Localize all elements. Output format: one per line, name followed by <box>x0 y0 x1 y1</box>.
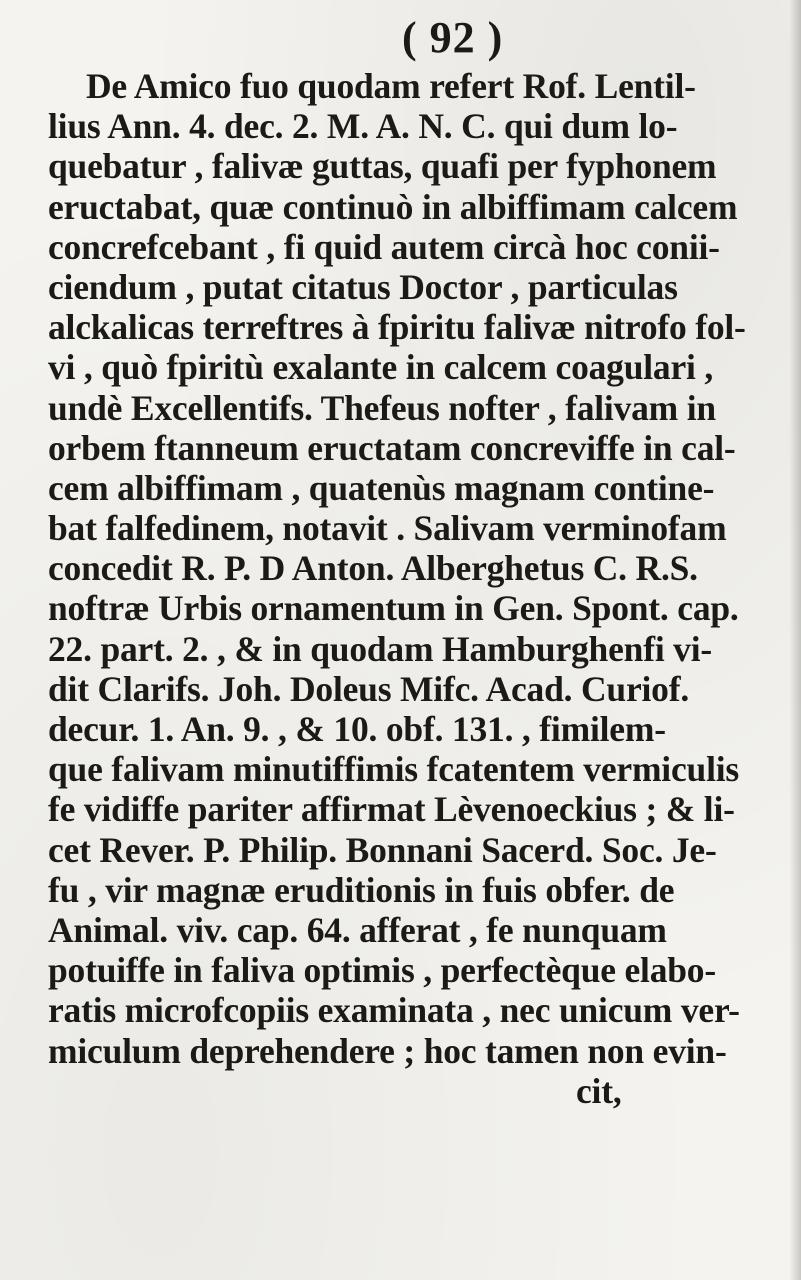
text-line: miculum deprehendere ; hoc tamen non evin- <box>48 1030 727 1071</box>
text-line: fe vidiffe pariter affirmat Lèvenoeckius ; & li- <box>48 789 735 830</box>
text-line: alckalicas terreftres à fpiritu falivæ nitrofo fol- <box>48 307 746 348</box>
text-line: cem albiffimam , quatenùs magnam contine- <box>48 467 715 508</box>
text-line: 22. part. 2. , & in quodam Hamburghenfi vi- <box>48 628 712 669</box>
text-line: ratis microfcopiis examinata , nec unicum ver- <box>48 990 740 1031</box>
text-line: decur. 1. An. 9. , & 10. obf. 131. , fimilem- <box>48 709 666 749</box>
text-line: noftræ Urbis ornamentum in Gen. Spont. cap. <box>48 588 739 629</box>
text-line: fu , vir magnæ eruditionis in fuis obfer. de <box>48 869 675 910</box>
text-line: eructabat, quæ continuò in albiffimam calcem <box>48 186 738 227</box>
text-line: que falivam minutiffimis fcatentem vermiculis <box>48 749 740 790</box>
text-line: ciendum , putat citatus Doctor , particulas <box>48 266 678 307</box>
body-text <box>48 66 768 1111</box>
text-line: cet Rever. P. Philip. Bonnani Sacerd. Soc. Je- <box>48 829 717 870</box>
text-line: bat falfedinem, notavit . Salivam verminofam <box>48 508 727 549</box>
text-line: potuiffe in faliva optimis , perfectèque elabo- <box>48 950 716 991</box>
page-number: ( 92 ) <box>402 13 504 62</box>
text-line: cit, <box>576 1070 622 1111</box>
page-edge-shadow <box>789 0 801 1280</box>
text-line: concedit R. P. D Anton. Alberghetus C. R.S. <box>48 548 698 589</box>
text-line: quebatur , falivæ guttas, quafi per fyphonem <box>48 146 717 187</box>
text-line: concrefcebant , fi quid autem circà hoc conii- <box>48 226 720 267</box>
text-line: De Amico fuo quodam refert Rof. Lentil- <box>86 66 696 106</box>
text-line: lius Ann. 4. dec. 2. M. A. N. C. qui dum lo- <box>48 106 678 147</box>
text-line: vi , quò fpiritù exalante in calcem coagulari , <box>48 347 714 388</box>
text-line: Animal. viv. cap. 64. afferat , fe nunquam <box>48 909 667 950</box>
text-line: orbem ftanneum eructatam concreviffe in cal- <box>48 427 736 468</box>
text-line: undè Excellentifs. Thefeus nofter , falivam in <box>48 387 716 428</box>
text-line: dit Clarifs. Joh. Doleus Mifc. Acad. Curiof. <box>48 668 690 709</box>
